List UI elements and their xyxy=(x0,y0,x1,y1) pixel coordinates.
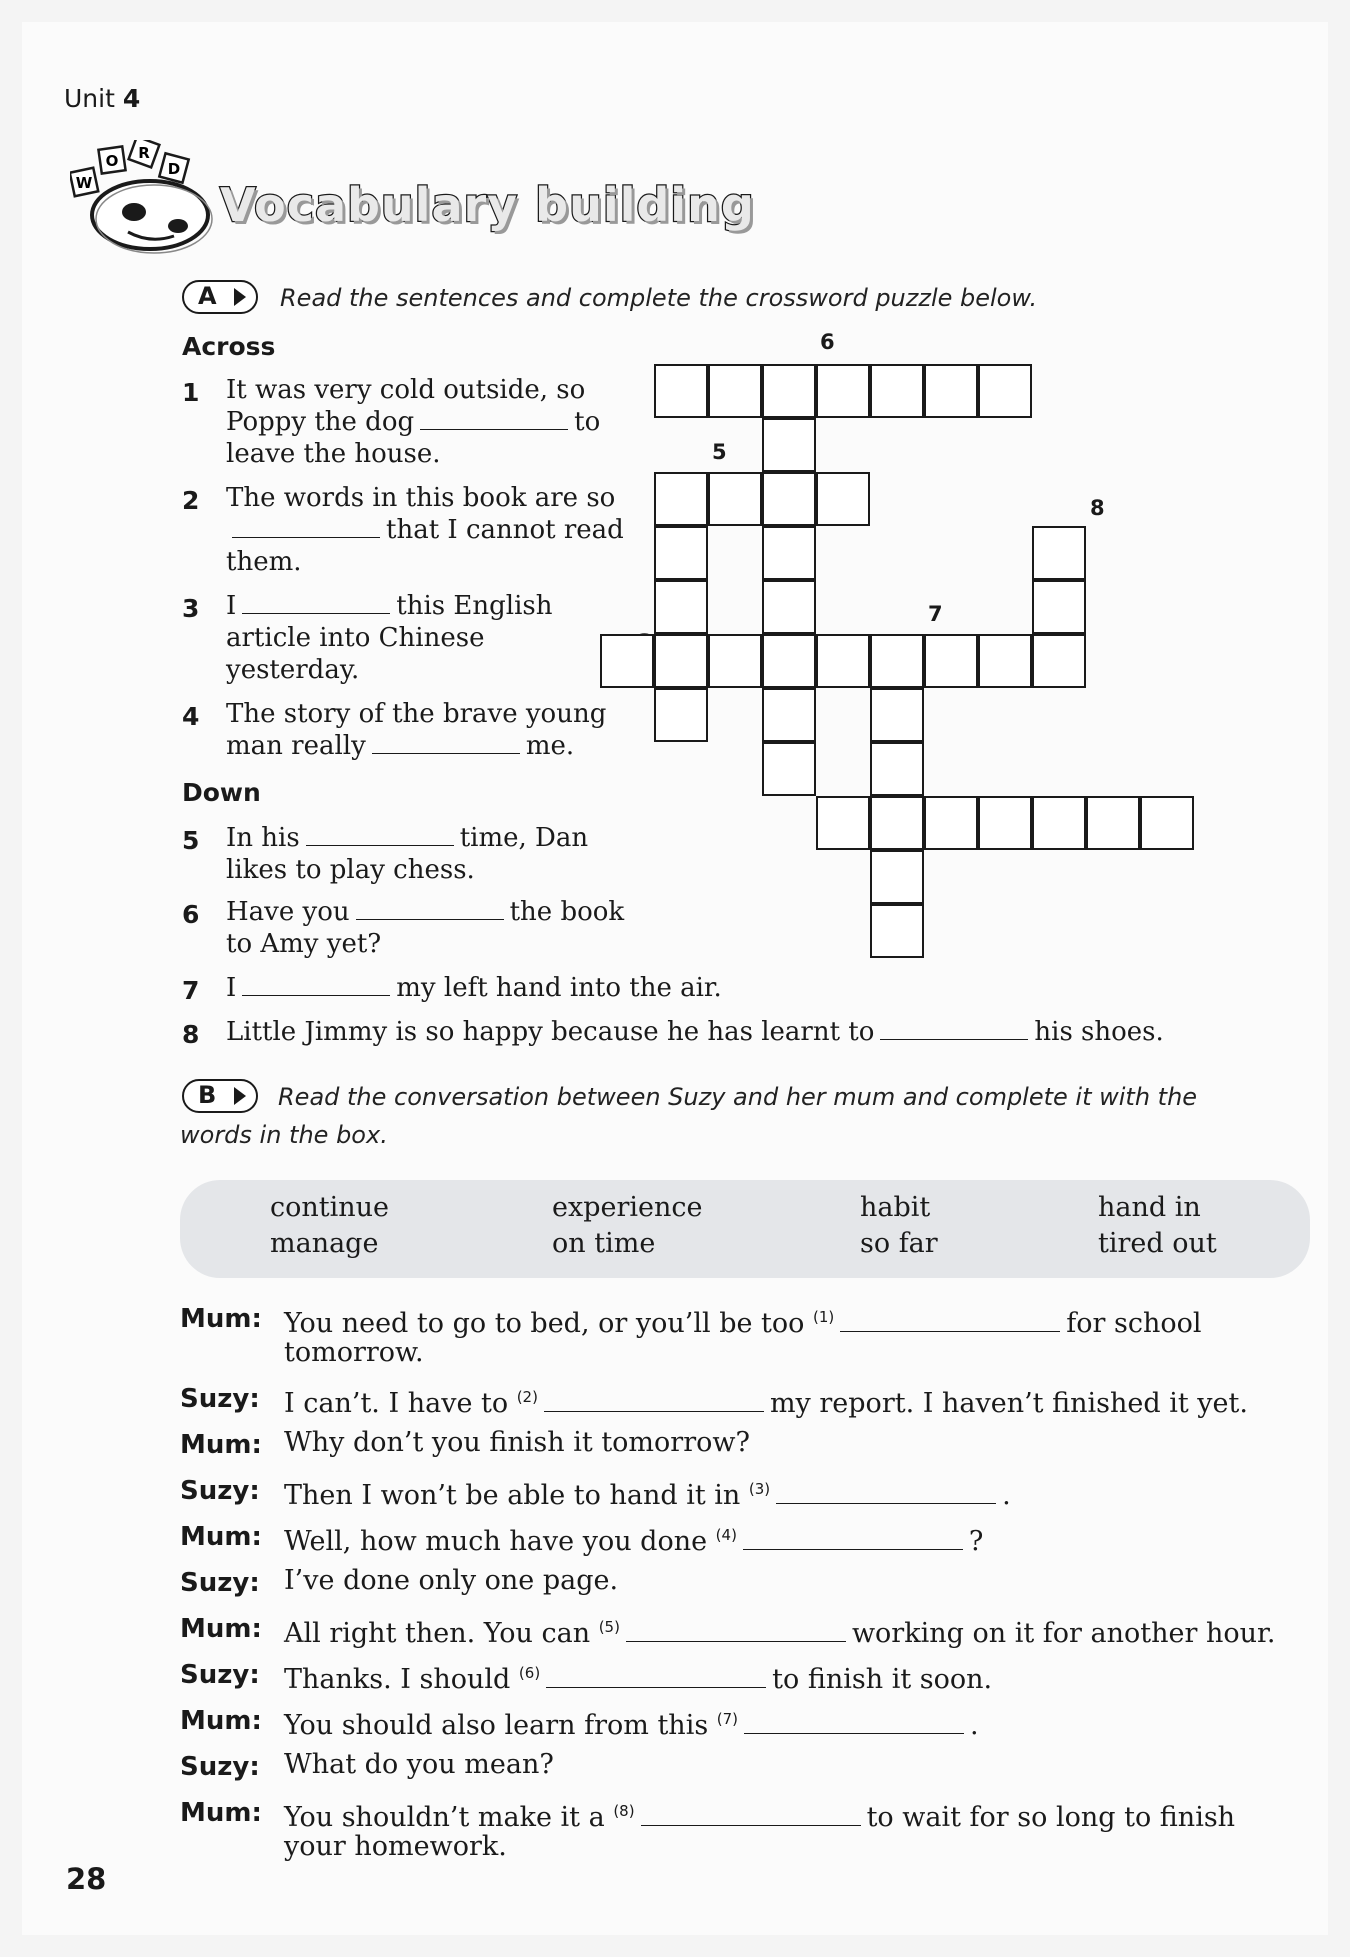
across-clue-number: 2 xyxy=(182,486,200,515)
across-heading: Across xyxy=(182,332,276,361)
crossword-cell xyxy=(762,688,816,742)
word-box-item: continue xyxy=(270,1192,390,1223)
dialogue-line: All right then. You can $^{(5)}$ working on it for another hour. xyxy=(284,1618,1276,1649)
speaker-label: Suzy: xyxy=(180,1752,260,1782)
crossword-cell xyxy=(654,526,708,580)
crossword-cell xyxy=(816,796,870,850)
dialogue-line: You need to go to bed, or you’ll be too $^{(1)}$ for school xyxy=(284,1308,1202,1339)
dialogue-line: You should also learn from this $^{(7)}$ . xyxy=(284,1710,979,1741)
answer-blank xyxy=(840,1311,1060,1332)
crossword-cell xyxy=(816,634,870,688)
dialogue-line: Thanks. I should $^{(6)}$ to finish it soon. xyxy=(284,1664,993,1695)
crossword-cell xyxy=(924,796,978,850)
crossword-cell xyxy=(762,526,816,580)
crossword-cell xyxy=(762,364,816,418)
crossword-cell xyxy=(1032,634,1086,688)
word-box-item: tired out xyxy=(1098,1228,1217,1259)
answer-blank xyxy=(242,975,390,996)
crossword-cell xyxy=(870,688,924,742)
crossword-cell xyxy=(654,364,708,418)
answer-blank xyxy=(776,1483,996,1504)
crossword-cell xyxy=(978,364,1032,418)
crossword-cell xyxy=(1140,796,1194,850)
answer-blank xyxy=(372,733,520,754)
across-clue-number: 4 xyxy=(182,702,200,731)
play-triangle-icon xyxy=(234,1087,246,1105)
unit-number: 4 xyxy=(122,84,141,113)
down-clue-number: 6 xyxy=(182,900,200,929)
crossword-cell xyxy=(654,634,708,688)
down-clue-7: I my left hand into the air. xyxy=(226,973,722,1003)
crossword-cell xyxy=(1032,526,1086,580)
dialogue-line-cont: your homework. xyxy=(284,1831,507,1862)
across-clue-1: It was very cold outside, so Poppy the dog to leave the house. xyxy=(226,375,601,469)
grid-number-5: 5 xyxy=(712,440,727,464)
answer-blank xyxy=(546,1667,766,1688)
down-clue-8: Little Jimmy is so happy because he has learnt to his shoes. xyxy=(226,1017,1164,1047)
crossword-cell xyxy=(978,796,1032,850)
crossword-cell xyxy=(600,634,654,688)
answer-blank xyxy=(306,825,454,846)
dialogue-line: Then I won’t be able to hand it in $^{(3)}$ . xyxy=(284,1480,1011,1511)
across-clue-number: 1 xyxy=(182,378,200,407)
section-a-badge xyxy=(182,280,258,314)
word-box xyxy=(180,1180,1310,1278)
across-clue-number: 3 xyxy=(182,594,200,623)
across-clue-4: The story of the brave young man really me. xyxy=(226,699,607,761)
logo-letter-r: R xyxy=(138,144,150,162)
dialogue-line: Why don’t you finish it tomorrow? xyxy=(284,1427,750,1458)
word-box-item: hand in xyxy=(1098,1192,1201,1223)
dialogue-line: What do you mean? xyxy=(284,1749,554,1780)
crossword-cell xyxy=(708,472,762,526)
crossword-cell xyxy=(870,850,924,904)
section-b-instruction: Read the conversation between Suzy and her mum and complete it with the xyxy=(278,1083,1198,1111)
crossword-cell xyxy=(924,364,978,418)
crossword-cell xyxy=(870,796,924,850)
down-heading: Down xyxy=(182,778,261,807)
speaker-label: Suzy: xyxy=(180,1568,260,1598)
crossword-cell xyxy=(924,634,978,688)
word-box-item: habit xyxy=(860,1192,931,1223)
dialogue-line: I can’t. I have to $^{(2)}$ my report. I haven’t finished it yet. xyxy=(284,1388,1248,1419)
down-clue-number: 5 xyxy=(182,826,200,855)
crossword-cell xyxy=(816,364,870,418)
word-box-item: manage xyxy=(270,1228,379,1259)
crossword-cell xyxy=(654,580,708,634)
crossword-cell xyxy=(708,364,762,418)
page-number: 28 xyxy=(66,1862,107,1896)
crossword-cell xyxy=(654,688,708,742)
section-a-instruction: Read the sentences and complete the crossword puzzle below. xyxy=(280,284,1038,312)
answer-blank xyxy=(880,1019,1028,1040)
crossword-cell xyxy=(762,742,816,796)
speaker-label: Mum: xyxy=(180,1706,262,1736)
logo-letter-o: O xyxy=(105,152,119,170)
logo-letter-w: W xyxy=(75,174,93,192)
answer-blank xyxy=(242,593,390,614)
dialogue-line: Well, how much have you done $^{(4)}$ ? xyxy=(284,1526,984,1557)
crossword-cell xyxy=(708,634,762,688)
word-box-item: on time xyxy=(552,1228,656,1259)
crossword-cell xyxy=(870,742,924,796)
answer-blank xyxy=(356,899,504,920)
word-box-item: experience xyxy=(552,1192,703,1223)
crossword-cell xyxy=(978,634,1032,688)
unit-label xyxy=(64,84,140,113)
dialogue-line: I’ve done only one page. xyxy=(284,1565,619,1596)
speaker-label: Suzy: xyxy=(180,1660,260,1690)
crossword-cell xyxy=(1032,796,1086,850)
crossword-cell xyxy=(654,472,708,526)
crossword-cell xyxy=(762,472,816,526)
across-clue-3: I this English article into Chinese yesterday. xyxy=(226,591,553,685)
dialogue-line-cont: tomorrow. xyxy=(284,1337,424,1368)
grid-number-7: 7 xyxy=(928,602,943,626)
page-title: Vocabulary building xyxy=(220,178,755,232)
crossword-cell xyxy=(816,472,870,526)
speaker-label: Mum: xyxy=(180,1304,262,1334)
crossword-cell xyxy=(870,634,924,688)
answer-blank xyxy=(744,1713,964,1734)
speaker-label: Suzy: xyxy=(180,1476,260,1506)
answer-blank xyxy=(420,409,568,430)
logo-letter-d: D xyxy=(167,160,181,178)
speaker-label: Mum: xyxy=(180,1430,262,1460)
section-b-instruction-cont: words in the box. xyxy=(180,1121,388,1149)
answer-blank xyxy=(626,1621,846,1642)
dialogue-line: You shouldn’t make it a $^{(8)}$ to wait for so long to finish xyxy=(284,1802,1236,1833)
down-clue-number: 8 xyxy=(182,1020,200,1049)
speaker-label: Mum: xyxy=(180,1614,262,1644)
speaker-label: Mum: xyxy=(180,1522,262,1552)
answer-blank xyxy=(743,1529,963,1550)
crossword-cell xyxy=(762,580,816,634)
down-clue-number: 7 xyxy=(182,976,200,1005)
section-b-badge xyxy=(182,1079,258,1113)
section-a-letter: A xyxy=(198,282,217,310)
unit-word: Unit xyxy=(64,84,115,113)
grid-number-8: 8 xyxy=(1090,496,1105,520)
crossword-cell xyxy=(762,418,816,472)
crossword-cell xyxy=(870,364,924,418)
down-clue-5: In his time, Dan likes to play chess. xyxy=(226,823,589,885)
grid-number-6: 6 xyxy=(820,330,835,354)
across-clue-2: The words in this book are sothat I cannot read them. xyxy=(226,483,624,577)
answer-blank xyxy=(641,1805,861,1826)
crossword-cell xyxy=(1086,796,1140,850)
crossword-cell xyxy=(870,904,924,958)
word-box-item: so far xyxy=(860,1228,938,1259)
crossword-cell xyxy=(1032,580,1086,634)
answer-blank xyxy=(232,517,380,538)
word-dog-logo xyxy=(70,140,220,255)
play-triangle-icon xyxy=(234,288,246,306)
speaker-label: Mum: xyxy=(180,1798,262,1828)
answer-blank xyxy=(544,1391,764,1412)
speaker-label: Suzy: xyxy=(180,1384,260,1414)
crossword-cell xyxy=(762,634,816,688)
section-b-letter: B xyxy=(198,1081,217,1109)
down-clue-6: Have you the book to Amy yet? xyxy=(226,897,625,959)
